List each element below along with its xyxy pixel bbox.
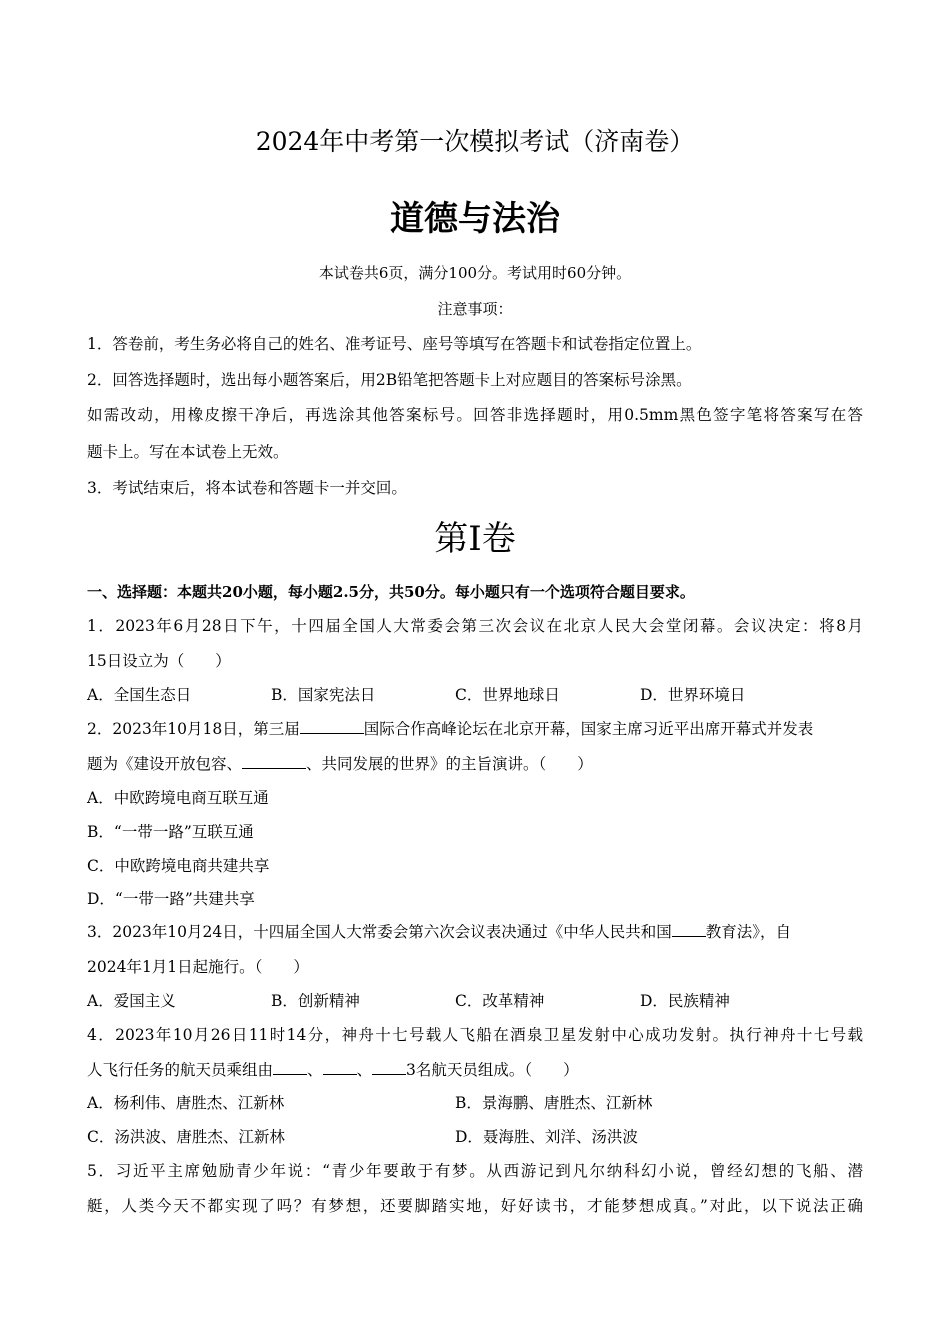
answer-blank — [273, 1059, 307, 1075]
question-3-option-d: D．民族精神 — [640, 992, 730, 1010]
question-4-option-c: C．汤洪波、唐胜杰、江新林 — [87, 1128, 285, 1146]
subject-title: 道德与法治 — [390, 199, 560, 239]
answer-blank — [242, 753, 306, 769]
question-3-stem-cont: 2024年1月1日起施行。（ ） — [87, 958, 309, 976]
notice-heading: 注意事项： — [437, 300, 513, 318]
question-4-option-a: A．杨利伟、唐胜杰、江新林 — [87, 1094, 285, 1112]
exam-title: 2024年中考第一次模拟考试（济南卷） — [255, 127, 695, 156]
exam-intro: 本试卷共6页，满分100分。考试用时60分钟。 — [318, 264, 632, 282]
question-4-stem: 4．2023年10月26日11时14分，神舟十七号载人飞船在酒泉卫星发射中心成功发射。执行神舟十七号载 — [87, 1026, 863, 1044]
question-2-option-d: D．“一带一路”共建共享 — [87, 890, 255, 908]
question-3-option-a: A．爱国主义 — [87, 992, 176, 1010]
question-3-option-b: B．创新精神 — [271, 992, 360, 1010]
section-heading: 一、选择题：本题共20小题，每小题2.5分，共50分。每小题只有一个选项符合题目要求。 — [87, 583, 695, 601]
question-5-stem-cont: 艇，人类今天不都实现了吗？有梦想，还要脚踏实地，好好读书，才能梦想成真。”对此，以下说法正确 — [87, 1197, 863, 1215]
question-1-stem-cont: 15日设立为（ ） — [87, 652, 231, 670]
instruction-1: 1．答卷前，考生务必将自己的姓名、准考证号、座号等填写在答题卡和试卷指定位置上。 — [87, 335, 702, 353]
question-1-option-c: C．世界地球日 — [455, 686, 560, 704]
question-4-stem-cont: 人飞行任务的航天员乘组由 、 、 3名航天员组成。（ ） — [87, 1061, 579, 1079]
instruction-2-end: 题卡上。写在本试卷上无效。 — [87, 443, 289, 461]
volume-title: 第Ⅰ卷 — [434, 519, 516, 559]
question-4-option-b: B．景海鹏、唐胜杰、江新林 — [455, 1094, 653, 1112]
question-1-option-b: B．国家宪法日 — [271, 686, 376, 704]
question-2-stem: 2．2023年10月18日，第三届 国际合作高峰论坛在北京开幕，国家主席习近平出席开幕式并发表 — [87, 720, 814, 738]
instruction-2: 2．回答选择题时，选出每小题答案后，用2B铅笔把答题卡上对应题目的答案标号涂黑。 — [87, 371, 692, 389]
question-2-option-a: A．中欧跨境电商互联互通 — [87, 789, 269, 807]
question-2-option-b: B．“一带一路”互联互通 — [87, 823, 254, 841]
question-3-option-c: C．改革精神 — [455, 992, 545, 1010]
answer-blank — [372, 1059, 406, 1075]
question-3-stem: 3．2023年10月24日，十四届全国人大常委会第六次会议表决通过《中华人民共和国 教育法》，自 — [87, 923, 792, 941]
question-1-option-a: A．全国生态日 — [87, 686, 192, 704]
question-1-stem: 1．2023年6月28日下午，十四届全国人大常委会第三次会议在北京人民大会堂闭幕。会议决定：将8月 — [87, 617, 863, 635]
question-1-option-d: D．世界环境日 — [640, 686, 746, 704]
question-2-stem-cont: 题为《建设开放包容、 、共同发展的世界》的主旨演讲。（ ） — [87, 755, 593, 773]
instruction-2-cont: 如需改动，用橡皮擦干净后，再选涂其他答案标号。回答非选择题时，用0.5mm黑色签字笔将答案写在答 — [87, 406, 863, 424]
question-4-option-d: D．聂海胜、刘洋、汤洪波 — [455, 1128, 638, 1146]
question-5-stem: 5．习近平主席勉励青少年说：“青少年要敢于有梦。从西游记到凡尔纳科幻小说，曾经幻想的飞船、潜 — [87, 1162, 863, 1180]
question-2-option-c: C．中欧跨境电商共建共享 — [87, 857, 270, 875]
answer-blank — [300, 718, 364, 734]
answer-blank — [323, 1059, 357, 1075]
answer-blank — [672, 921, 706, 937]
instruction-3: 3．考试结束后，将本试卷和答题卡一并交回。 — [87, 479, 407, 497]
